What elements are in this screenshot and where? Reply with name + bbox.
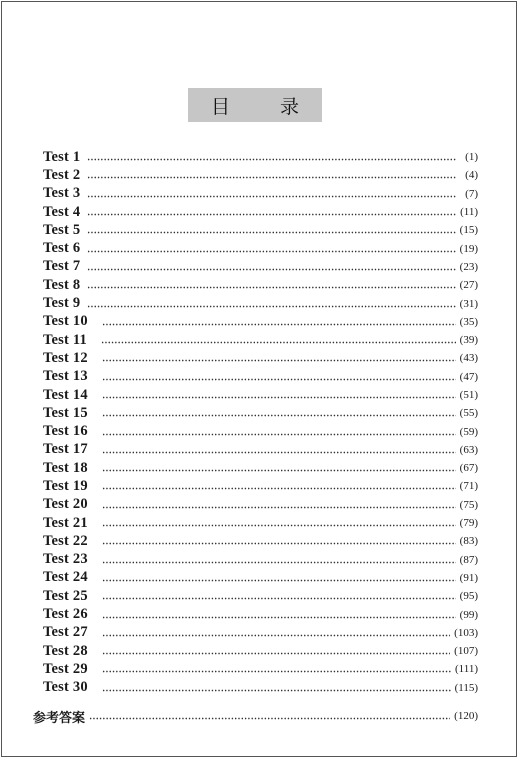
toc-entry-page: (15): [459, 224, 478, 237]
dot-leader: [87, 250, 455, 253]
dot-leader: [102, 616, 456, 619]
toc-entry: [43, 368, 478, 386]
toc-entry-page: (111): [454, 663, 478, 676]
toc-entry-page: (120): [454, 710, 478, 722]
dot-leader: [87, 176, 456, 179]
toc-entry: [43, 532, 478, 550]
toc-entry: [43, 276, 478, 294]
toc-entry: [43, 679, 478, 697]
dot-leader: [89, 717, 450, 720]
toc-entry: [43, 569, 478, 587]
toc-entry-page: (107): [454, 645, 478, 658]
dot-leader: [102, 542, 456, 545]
toc-entry-label: Test 1: [43, 148, 81, 165]
toc-entry: [43, 459, 478, 477]
toc-entry-page: (79): [459, 517, 478, 530]
toc-entry-page: (83): [459, 535, 478, 548]
toc-entry: [43, 422, 478, 440]
toc-entry-label: Test 12: [43, 349, 88, 366]
dot-leader: [102, 378, 456, 381]
toc-entry-page: (31): [459, 297, 478, 310]
toc-entry-label: 参考答案: [33, 710, 86, 726]
toc-entry-label: Test 21: [43, 514, 88, 531]
dot-leader: [102, 597, 456, 600]
dot-leader: [102, 323, 456, 326]
toc-entry-label: Test 15: [43, 404, 88, 421]
dot-leader: [87, 268, 455, 271]
toc-entry: [43, 148, 478, 166]
toc-entry-page: (27): [459, 279, 478, 292]
toc-entry-page: (71): [459, 480, 478, 493]
toc-entry-page: (59): [459, 425, 478, 438]
toc-entry-page: (91): [459, 571, 478, 584]
dot-leader: [102, 561, 456, 564]
toc-entry: [43, 587, 478, 605]
toc-entry: [43, 642, 478, 660]
dot-leader: [87, 305, 455, 308]
dot-leader: [102, 579, 456, 582]
toc-entry-page: (115): [454, 681, 478, 694]
toc-entry-label: Test 5: [43, 221, 81, 238]
dot-leader: [102, 469, 456, 472]
toc-entry-label: Test 24: [43, 569, 88, 586]
toc-entry: [43, 605, 478, 623]
toc-entry-page: (23): [459, 260, 478, 273]
toc-entry-page: (63): [459, 443, 478, 456]
toc-entry-page: (47): [459, 370, 478, 383]
toc-entry-label: Test 20: [43, 496, 88, 513]
toc-entry-label: Test 25: [43, 587, 88, 604]
dot-leader: [102, 487, 456, 490]
toc-entry: [43, 258, 478, 276]
toc-entry: [43, 551, 478, 569]
toc-entry: [43, 477, 478, 495]
toc-entry: [43, 239, 478, 257]
toc-entry-label: Test 14: [43, 386, 88, 403]
toc-entry: [43, 386, 478, 404]
toc-entry-page: (51): [459, 389, 478, 401]
toc-entry: [43, 514, 478, 532]
dot-leader: [102, 506, 456, 509]
toc-entry-label: Test 17: [43, 441, 88, 458]
toc-entry-label: Test 11: [43, 331, 87, 348]
dot-leader: [102, 359, 456, 362]
dot-leader: [87, 195, 456, 198]
toc-entry-page: (67): [459, 462, 478, 475]
toc-entry-page: (19): [459, 242, 478, 255]
toc-entry-label: Test 30: [43, 679, 88, 696]
dot-leader: [87, 286, 455, 289]
toc-list: [43, 148, 478, 697]
toc-entry-label: Test 27: [43, 624, 88, 641]
dot-leader: [102, 634, 450, 637]
toc-entry: [43, 331, 478, 349]
toc-entry-answers: [33, 706, 478, 726]
toc-entry-page: (1): [465, 151, 478, 164]
toc-entry-page: (11): [460, 206, 478, 219]
toc-entry: [43, 441, 478, 459]
toc-entry-page: (4): [465, 169, 478, 182]
toc-entry-label: Test 9: [43, 295, 81, 312]
toc-entry-label: Test 13: [43, 368, 88, 385]
toc-entry-page: (87): [459, 553, 478, 566]
toc-entry-label: Test 4: [43, 203, 81, 220]
dot-leader: [87, 231, 455, 234]
toc-entry-page: (7): [465, 187, 478, 200]
toc-entry-label: Test 3: [43, 185, 81, 202]
dot-leader: [87, 213, 456, 216]
toc-entry: [43, 185, 478, 203]
toc-entry-label: Test 8: [43, 276, 81, 293]
toc-entry: [43, 624, 478, 642]
toc-entry: [43, 221, 478, 239]
toc-entry-page: (75): [459, 498, 478, 511]
toc-entry-label: Test 28: [43, 642, 88, 659]
dot-leader: [101, 341, 456, 344]
dot-leader: [102, 451, 456, 454]
toc-entry-label: Test 19: [43, 477, 88, 494]
dot-leader: [102, 689, 451, 692]
toc-entry-page: (55): [459, 407, 478, 420]
toc-entry-page: (103): [454, 626, 478, 639]
toc-entry-label: Test 23: [43, 551, 88, 568]
toc-entry: [43, 404, 478, 422]
dot-leader: [102, 524, 456, 527]
toc-entry: [43, 349, 478, 367]
toc-entry-label: Test 18: [43, 459, 88, 476]
toc-entry-page: (99): [459, 608, 478, 621]
toc-entry-label: Test 2: [43, 166, 81, 183]
dot-leader: [87, 158, 456, 161]
toc-entry-page: (39): [459, 334, 478, 347]
toc-entry: [43, 313, 478, 331]
dot-leader: [102, 652, 450, 655]
toc-entry-label: Test 16: [43, 423, 88, 440]
dot-leader: [102, 396, 456, 399]
toc-entry: [43, 203, 478, 221]
toc-entry: [43, 294, 478, 312]
page-title: 目 录: [210, 95, 322, 118]
toc-entry: [43, 496, 478, 514]
toc-entry-page: (95): [459, 590, 478, 603]
toc-entry-label: Test 7: [43, 258, 81, 275]
toc-entry-label: Test 29: [43, 660, 88, 677]
dot-leader: [102, 670, 451, 673]
toc-entry-page: (35): [459, 315, 478, 328]
toc-title-box: [188, 88, 322, 122]
toc-entry-label: Test 6: [43, 240, 81, 257]
toc-entry: [43, 660, 478, 678]
toc-entry-label: Test 26: [43, 606, 88, 623]
dot-leader: [102, 433, 456, 436]
toc-entry-label: Test 10: [43, 313, 88, 330]
toc-entry-page: (43): [459, 352, 478, 365]
toc-entry: [43, 166, 478, 184]
toc-entry-label: Test 22: [43, 532, 88, 549]
dot-leader: [102, 414, 456, 417]
